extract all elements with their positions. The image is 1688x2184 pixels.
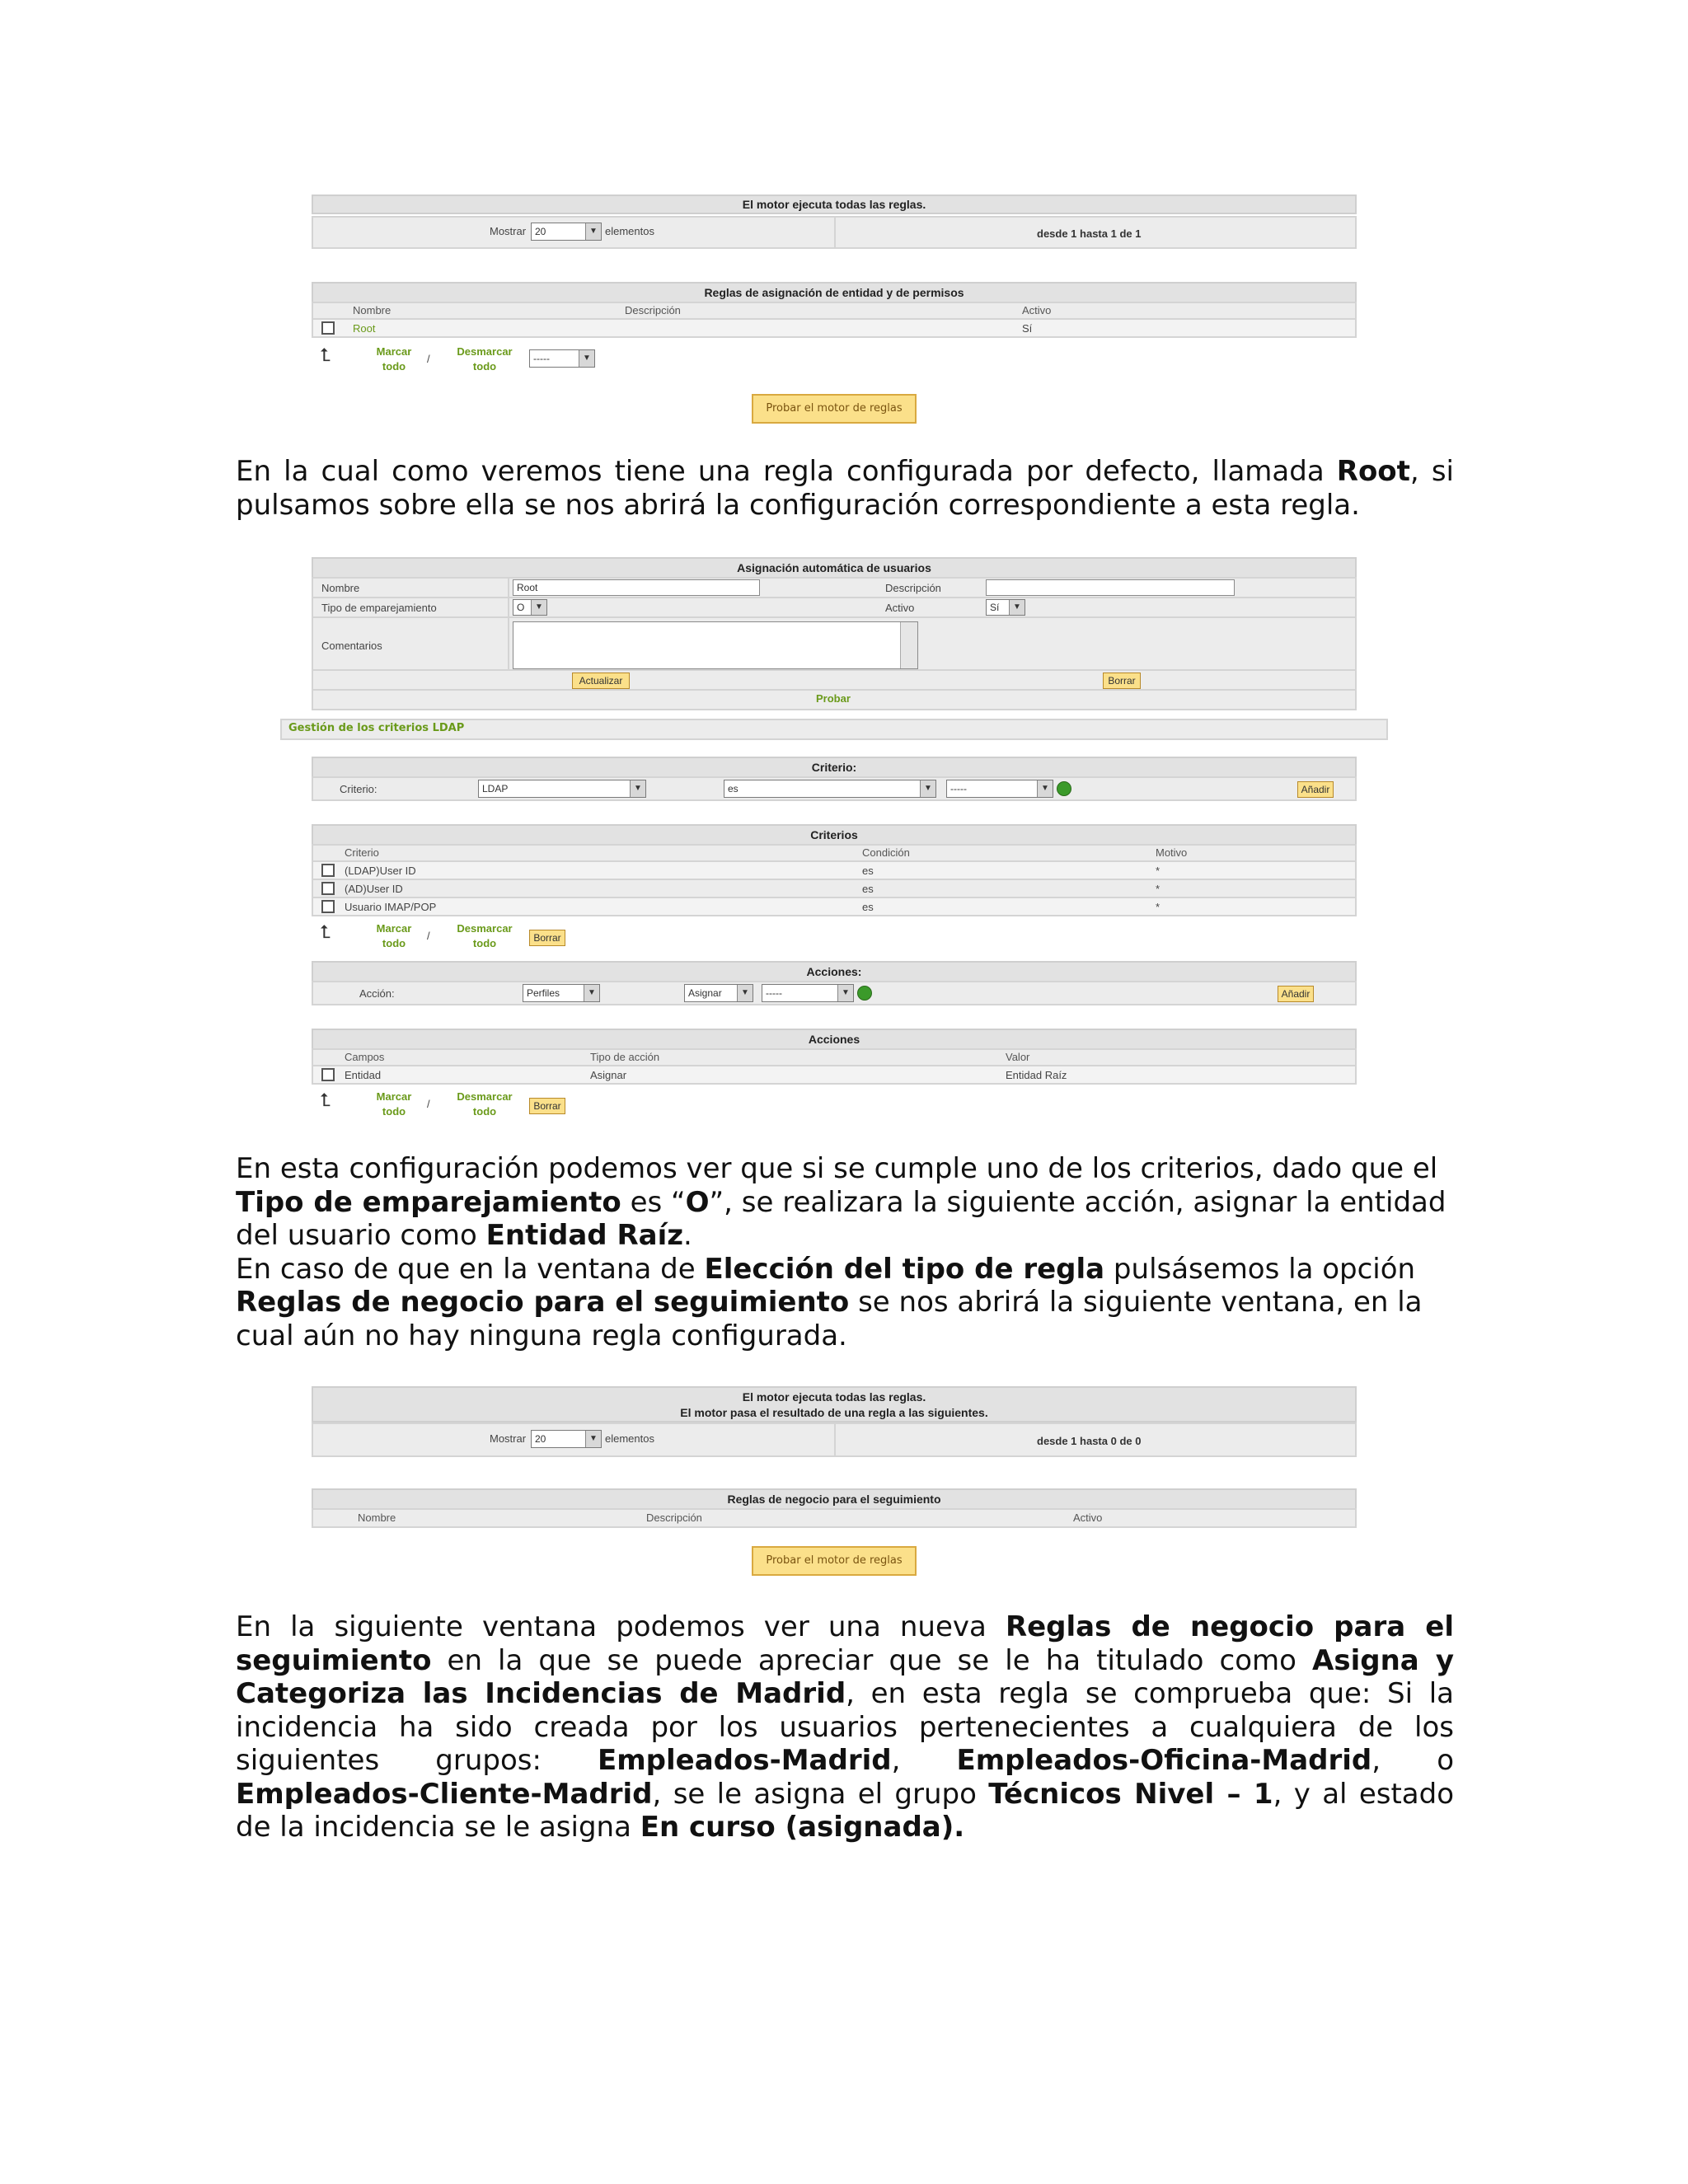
row-checkbox[interactable] bbox=[321, 882, 335, 895]
delete-button[interactable]: Borrar bbox=[1103, 673, 1141, 689]
show-label: Mostrar bbox=[490, 225, 527, 237]
chevron-down-icon: ▼ bbox=[837, 985, 853, 1001]
chevron-down-icon: ▼ bbox=[585, 223, 601, 240]
col-active: Activo bbox=[1022, 304, 1052, 316]
test-link[interactable]: Probar bbox=[816, 692, 851, 705]
rules-engine-header-panel-2 bbox=[312, 1386, 1357, 1457]
elements-label: elementos bbox=[605, 225, 654, 237]
comments-textarea[interactable] bbox=[513, 621, 918, 669]
field-cell: Entidad bbox=[345, 1069, 382, 1081]
col-condition: Condición bbox=[862, 846, 910, 859]
col-description: Descripción bbox=[646, 1511, 702, 1524]
page-size-select[interactable]: 20 ▼ bbox=[531, 1430, 602, 1448]
unmark-all-link[interactable]: Desmarcar todo bbox=[457, 922, 513, 949]
add-criterion-button[interactable]: Añadir bbox=[1297, 781, 1334, 798]
table-header-row bbox=[312, 1508, 1357, 1528]
delete-actions-button[interactable]: Borrar bbox=[529, 1098, 565, 1114]
action-type-select[interactable]: Asignar ▼ bbox=[684, 984, 753, 1002]
return-arrow-icon: ⮤ bbox=[320, 921, 331, 942]
row-checkbox[interactable] bbox=[321, 900, 335, 913]
condition-cell: es bbox=[862, 865, 874, 877]
criterion-condition-select[interactable]: es ▼ bbox=[724, 780, 936, 798]
match-type-label: Tipo de emparejamiento bbox=[321, 602, 437, 614]
paragraph-1: En la cual como veremos tiene una regla configurada por defecto, llamada Root, si pulsamos sobre ella se nos abrirá la configuración correspondiente a esta regla. bbox=[236, 455, 1454, 522]
add-icon[interactable] bbox=[1057, 781, 1071, 796]
chevron-down-icon: ▼ bbox=[584, 985, 599, 1001]
col-name: Nombre bbox=[353, 304, 392, 316]
criterion-value-select[interactable]: ----- ▼ bbox=[946, 780, 1053, 798]
show-label: Mostrar bbox=[490, 1432, 527, 1445]
condition-cell: es bbox=[862, 883, 874, 895]
name-label: Nombre bbox=[321, 582, 360, 594]
return-arrow-icon: ⮤ bbox=[320, 1090, 331, 1110]
criteria-table bbox=[312, 824, 1357, 956]
chevron-down-icon: ▼ bbox=[531, 600, 546, 615]
mark-all-link[interactable]: Marcar todo bbox=[376, 1090, 412, 1118]
panel-title: El motor ejecuta todas las reglas. El motor pasa el resultado de una regla a las siguientes. bbox=[312, 1386, 1357, 1422]
col-action-type: Tipo de acción bbox=[590, 1051, 660, 1063]
table-row bbox=[312, 860, 1357, 880]
criterion-cell[interactable]: (LDAP)User ID bbox=[345, 865, 416, 877]
separator: / bbox=[427, 353, 430, 365]
table-row bbox=[312, 897, 1357, 916]
reason-cell: * bbox=[1156, 901, 1160, 913]
col-value: Valor bbox=[1006, 1051, 1030, 1063]
table-row bbox=[312, 879, 1357, 898]
range-text: desde 1 hasta 0 de 0 bbox=[1037, 1435, 1142, 1447]
chevron-down-icon: ▼ bbox=[1009, 600, 1025, 615]
elements-label: elementos bbox=[605, 1432, 654, 1445]
separator: / bbox=[427, 1098, 430, 1110]
paragraph-2: En esta configuración podemos ver que si se cumple uno de los criterios, dado que el Tipo de emparejamiento es “O”, se realizara la siguiente acción, asignar la entidad del usuario como Entidad Raíz. En caso de que en la ventana de Elección del tipo de regla pulsásemos la opción Reglas de negocio para el seguimiento se nos abrirá la siguiente ventana, en la cual aún no hay ninguna regla configurada. bbox=[236, 1152, 1447, 1352]
reason-cell: * bbox=[1156, 883, 1160, 895]
table-title: Reglas de negocio para el seguimiento bbox=[312, 1488, 1357, 1510]
add-action-button[interactable]: Añadir bbox=[1278, 986, 1314, 1002]
mark-all-link[interactable]: Marcar todo bbox=[376, 345, 412, 373]
reason-cell: * bbox=[1156, 865, 1160, 877]
unmark-all-link[interactable]: Desmarcar todo bbox=[457, 1090, 513, 1118]
match-type-select[interactable]: O ▼ bbox=[513, 599, 547, 616]
description-input[interactable] bbox=[986, 579, 1235, 596]
criterion-cell[interactable]: Usuario IMAP/POP bbox=[345, 901, 437, 913]
criteria-title: Criterios bbox=[312, 824, 1357, 846]
action-add-panel bbox=[312, 961, 1357, 1005]
row-checkbox[interactable] bbox=[321, 864, 335, 877]
return-arrow-icon: ⮤ bbox=[320, 344, 331, 365]
table-row bbox=[312, 1065, 1357, 1085]
criterion-add-panel bbox=[312, 757, 1357, 801]
active-label: Activo bbox=[885, 602, 915, 614]
action-label: Acción: bbox=[359, 987, 395, 1000]
unmark-all-link[interactable]: Desmarcar todo bbox=[457, 345, 513, 373]
col-name: Nombre bbox=[358, 1511, 396, 1524]
business-rules-table bbox=[312, 1488, 1357, 1530]
auto-user-assignment-form bbox=[312, 557, 1357, 714]
criterion-label: Criterio: bbox=[340, 783, 377, 795]
action-value-select[interactable]: ----- ▼ bbox=[762, 984, 854, 1002]
col-criterion: Criterio bbox=[345, 846, 379, 859]
actions-title: Acciones: bbox=[312, 961, 1357, 982]
chevron-down-icon: ▼ bbox=[737, 985, 753, 1001]
criterion-title: Criterio: bbox=[312, 757, 1357, 778]
chevron-down-icon: ▼ bbox=[579, 350, 594, 367]
test-rules-engine-button[interactable]: Probar el motor de reglas bbox=[752, 394, 917, 424]
form-title: Asignación automática de usuarios bbox=[312, 557, 1357, 579]
test-rules-engine-button[interactable]: Probar el motor de reglas bbox=[752, 1546, 917, 1576]
actions-table-title: Acciones bbox=[312, 1029, 1357, 1050]
col-fields: Campos bbox=[345, 1051, 385, 1063]
update-button[interactable]: Actualizar bbox=[572, 673, 630, 689]
paragraph-3: En la siguiente ventana podemos ver una nueva Reglas de negocio para el seguimiento en la que se puede apreciar que se le ha titulado como Asigna y Categoriza las Incidencias de Madrid, en esta regla se comprueba que: Si la incidencia ha sido creada por los usuarios pertenecientes a cualquiera de los siguientes grupos: Empleados-Madrid, Empleados-Oficina-Madrid, o Empleados-Cliente-Madrid, se le asigna el grupo Técnicos Nivel – 1, y al estado de la incidencia se le asigna En curso (asignada). bbox=[236, 1610, 1455, 1844]
active-select[interactable]: Sí ▼ bbox=[986, 599, 1025, 616]
range-text: desde 1 hasta 1 de 1 bbox=[1037, 227, 1142, 240]
description-label: Descripción bbox=[885, 582, 941, 594]
add-icon[interactable] bbox=[857, 986, 872, 1001]
criterion-cell[interactable]: (AD)User ID bbox=[345, 883, 403, 895]
rule-name-link[interactable]: Root bbox=[353, 322, 376, 335]
condition-cell: es bbox=[862, 901, 874, 913]
comments-label: Comentarios bbox=[321, 640, 382, 652]
separator: / bbox=[427, 930, 430, 942]
chevron-down-icon: ▼ bbox=[630, 780, 645, 797]
mark-all-link[interactable]: Marcar todo bbox=[376, 922, 412, 949]
panel-title: El motor ejecuta todas las reglas. bbox=[312, 194, 1357, 214]
action-field-select[interactable]: Perfiles ▼ bbox=[523, 984, 600, 1002]
action-type-cell: Asignar bbox=[590, 1069, 627, 1081]
col-reason: Motivo bbox=[1156, 846, 1188, 859]
scrollbar[interactable] bbox=[900, 622, 917, 668]
chevron-down-icon: ▼ bbox=[920, 780, 935, 797]
col-active: Activo bbox=[1073, 1511, 1103, 1524]
bulk-action-select[interactable]: ----- ▼ bbox=[529, 349, 595, 368]
table-row bbox=[312, 318, 1357, 338]
page-size-select[interactable]: 20 ▼ bbox=[531, 223, 602, 241]
chevron-down-icon: ▼ bbox=[585, 1431, 601, 1447]
criterion-field-select[interactable]: LDAP ▼ bbox=[478, 780, 646, 798]
table-header-row bbox=[312, 302, 1357, 320]
row-checkbox[interactable] bbox=[321, 1068, 335, 1081]
ldap-criteria-label: Gestión de los criterios LDAP bbox=[288, 722, 465, 734]
actions-table bbox=[312, 1029, 1357, 1124]
value-cell: Entidad Raíz bbox=[1006, 1069, 1067, 1081]
chevron-down-icon: ▼ bbox=[1037, 780, 1053, 797]
name-input[interactable]: Root bbox=[513, 579, 760, 596]
col-description: Descripción bbox=[625, 304, 681, 316]
rule-active-value: Sí bbox=[1022, 322, 1033, 335]
delete-criteria-button[interactable]: Borrar bbox=[529, 930, 565, 946]
table-title: Reglas de asignación de entidad y de permisos bbox=[312, 282, 1357, 303]
rules-engine-header-panel bbox=[312, 194, 1357, 249]
row-checkbox[interactable] bbox=[321, 321, 335, 335]
